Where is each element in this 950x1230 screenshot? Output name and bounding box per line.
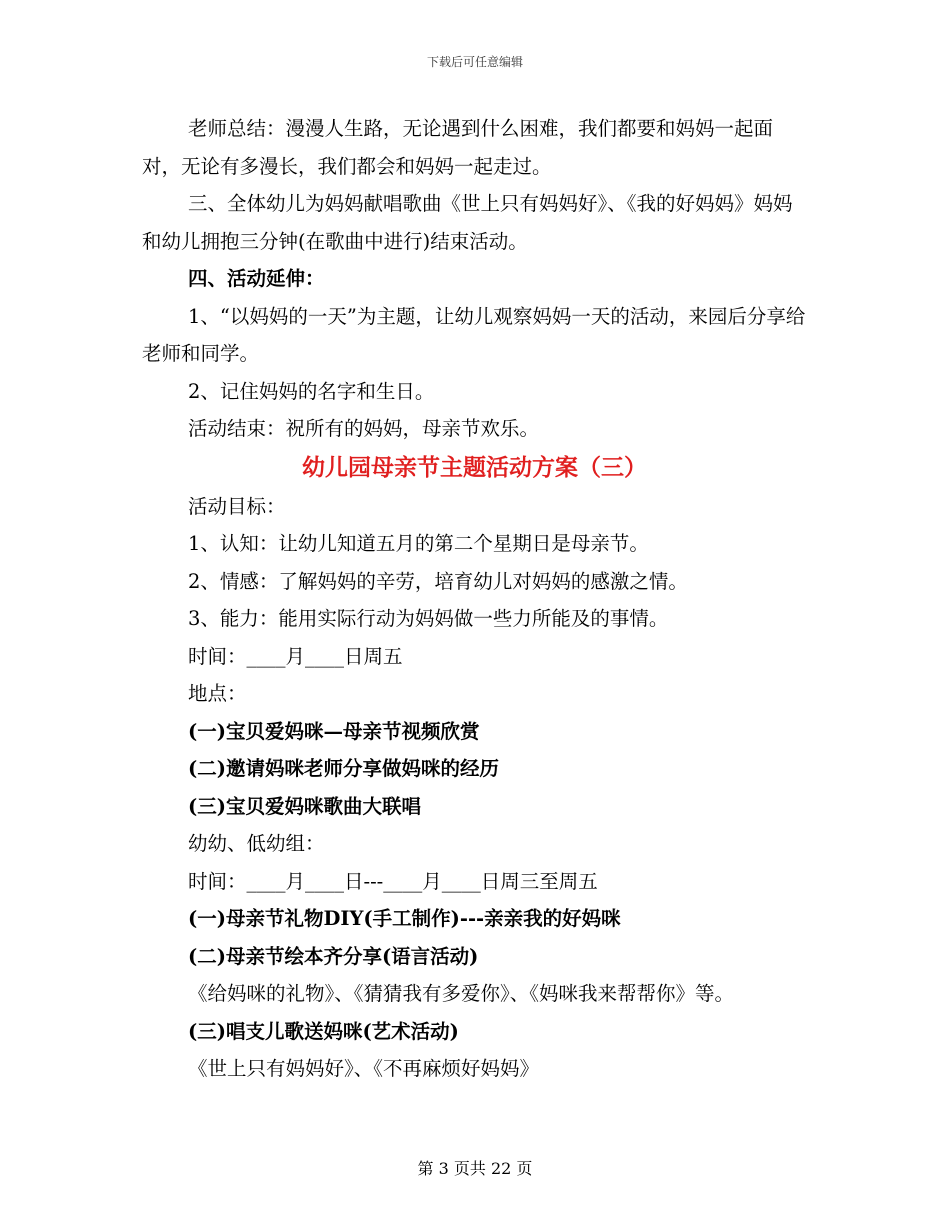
group-activity-2: (二)母亲节绘本齐分享(语言活动) — [188, 944, 479, 968]
goal-emotion: 2、情感：了解妈妈的辛劳，培育幼儿对妈妈的感激之情。 — [188, 569, 688, 593]
activity-end-paragraph: 活动结束：祝所有的妈妈，母亲节欢乐。 — [188, 417, 540, 440]
group-activity-3: (三)唱支儿歌送妈咪(艺术活动) — [188, 1019, 459, 1043]
group-label: 幼幼、低幼组： — [188, 832, 325, 855]
group-activity-1: (一)母亲节礼物DIY(手工制作)---亲亲我的好妈咪 — [188, 907, 621, 930]
section-four-heading: 四、活动延伸： — [188, 267, 325, 290]
extension-item-2: 2、记住妈妈的名字和生日。 — [188, 379, 435, 403]
section-three-paragraph: 三、全体幼儿为妈妈献唱歌曲《世上只有妈妈好》、《我的好妈妈》妈妈和幼儿拥抱三分钟(在歌曲中进行)结束活动。 — [142, 192, 793, 253]
activity-item-2: (二)邀请妈咪老师分享做妈咪的经历 — [188, 757, 499, 780]
extension-item-1: 1、“以妈妈的一天”为主题，让幼儿观察妈妈一天的活动，来园后分享给老师和同学。 — [142, 304, 806, 365]
location-label: 地点： — [188, 682, 247, 705]
time-line-1: 时间：____月____日周五 — [188, 644, 403, 668]
songs-list: 《世上只有妈妈好》、《不再麻烦好妈妈》 — [188, 1057, 540, 1080]
goal-ability: 3、能力：能用实际行动为妈妈做一些力所能及的事情。 — [188, 607, 669, 630]
activity-item-3: (三)宝贝爱妈咪歌曲大联唱 — [188, 794, 421, 818]
plan-title: 幼儿园母亲节主题活动方案（三） — [302, 453, 647, 481]
document-body — [142, 110, 807, 1088]
page-footer: 第 3 页共 22 页 — [417, 1159, 533, 1178]
goal-cognition: 1、认知：让幼儿知道五月的第二个星期日是母亲节。 — [188, 532, 649, 555]
time-line-2: 时间：____月____日---____月____日周三至周五 — [188, 869, 598, 893]
activity-item-1: (一)宝贝爱妈咪—母亲节视频欣赏 — [188, 719, 480, 743]
picture-books-list: 《给妈咪的礼物》、《猜猜我有多爱你》、《妈咪我来帮帮你》等。 — [188, 982, 735, 1005]
teacher-summary-paragraph: 老师总结：漫漫人生路，无论遇到什么困难，我们都要和妈妈一起面对，无论有多漫长，我们都会和妈妈一起走过。 — [142, 117, 774, 178]
page-header: 下载后可任意编辑 — [426, 55, 523, 69]
goals-label: 活动目标： — [188, 494, 286, 518]
